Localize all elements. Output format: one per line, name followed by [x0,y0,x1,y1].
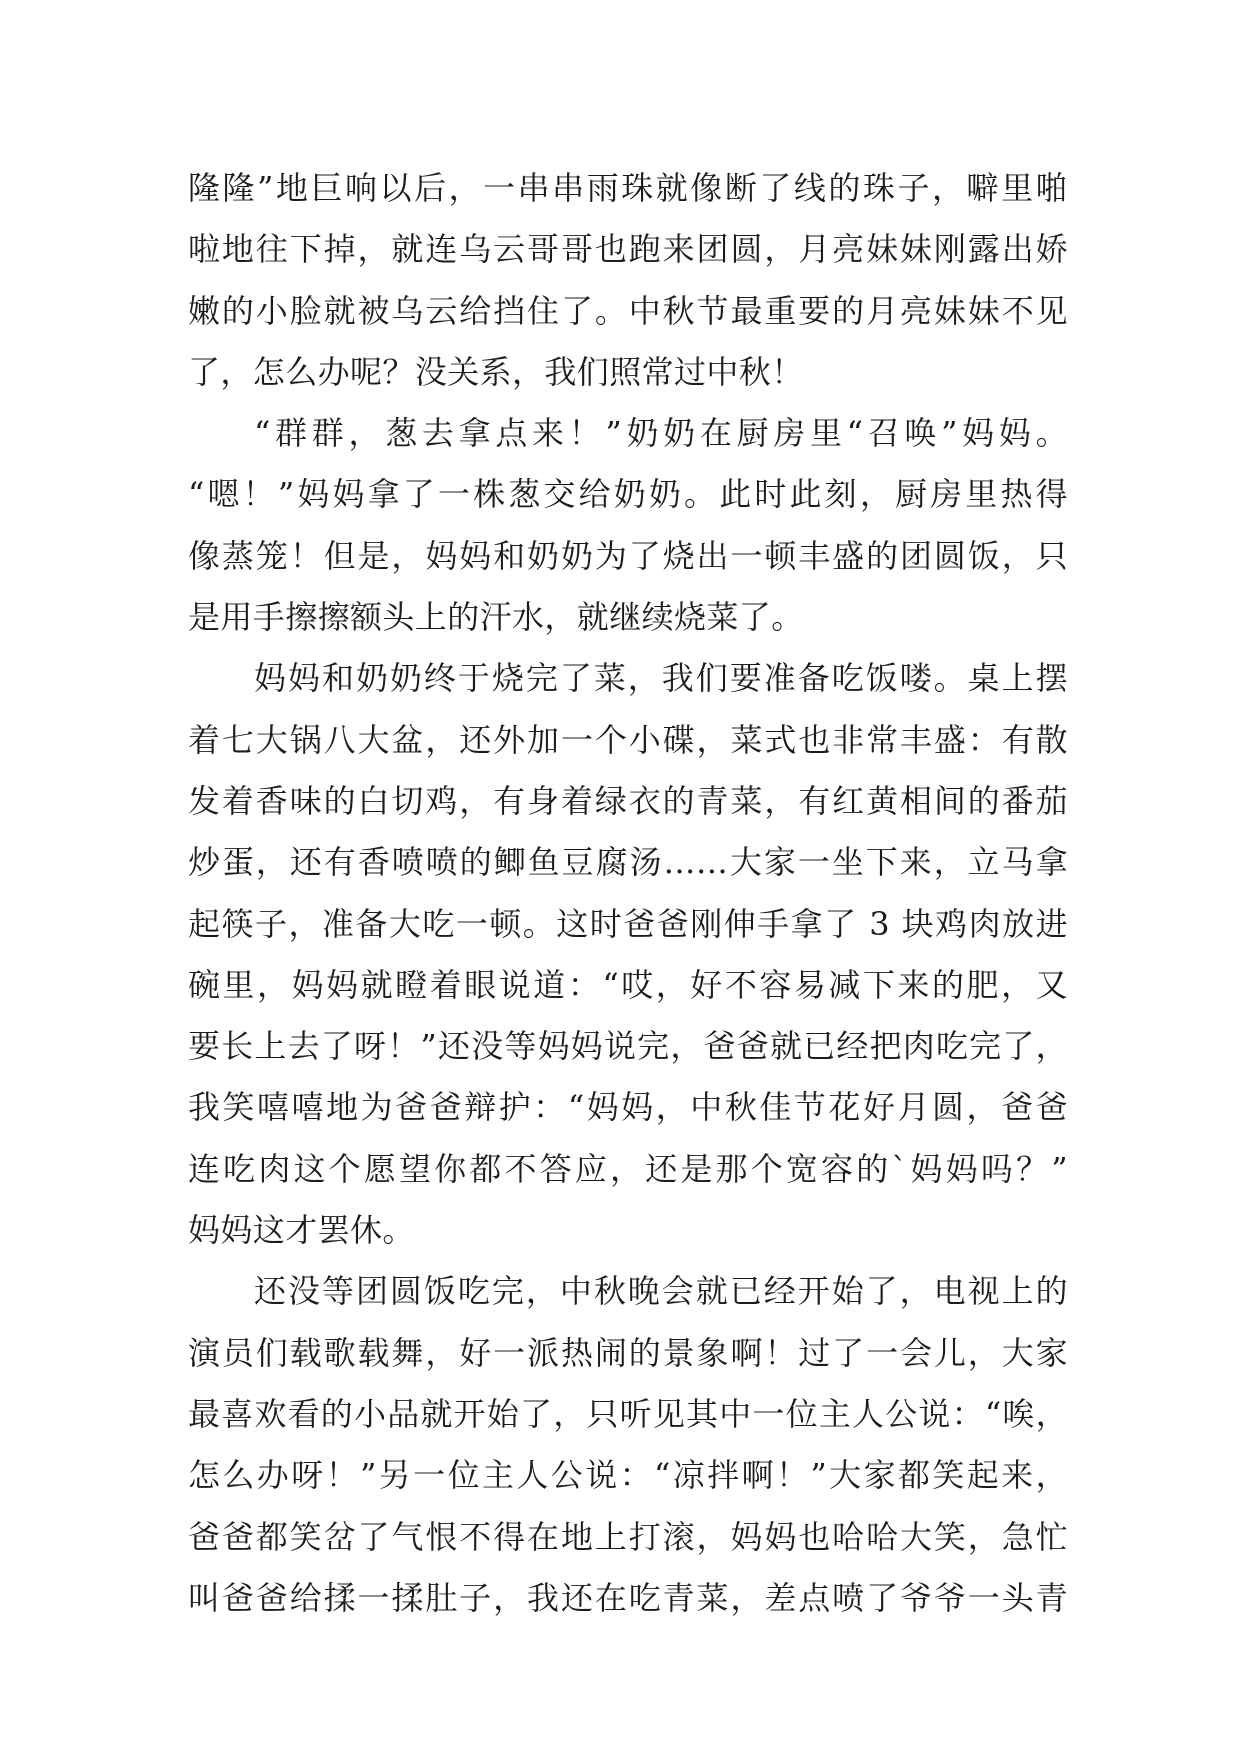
text-line: 着七大锅八大盆，还外加一个小碟，菜式也非常丰盛：有散 [188,720,1068,759]
text-line: 爸爸都笑岔了气恨不得在地上打滚，妈妈也哈哈大笑，急忙 [188,1517,1068,1556]
text-line: 隆隆”地巨响以后，一串串雨珠就像断了线的珠子，噼里啪 [188,169,1068,207]
paragraph-first-line: 还没等团圆饭吃完，中秋晚会就已经开始了，电视上的 [254,1272,1068,1311]
text-line: 叫爸爸给揉一揉肚子，我还在吃青菜，差点喷了爷爷一头青 [188,1578,1068,1617]
text-line: 嫩的小脸就被乌云给挡住了。中秋节最重要的月亮妹妹不见 [188,291,1068,330]
body-text [188,158,1068,1629]
text-line: 演员们载歌载舞，好一派热闹的景象啊！过了一会儿，大家 [188,1333,1068,1372]
text-line: 发着香味的白切鸡，有身着绿衣的青菜，有红黄相间的番茄 [188,781,1068,820]
text-line: 碗里，妈妈就瞪着眼说道：“哎，好不容易减下来的肥，又 [188,965,1068,1004]
text-line: 连吃肉这个愿望你都不答应，还是那个宽容的`妈妈吗？” [188,1149,1068,1188]
paragraph-first-line: 妈妈和奶奶终于烧完了菜，我们要准备吃饭喽。桌上摆 [254,659,1068,698]
text-line: 炒蛋，还有香喷喷的鲫鱼豆腐汤……大家一坐下来，立马拿 [188,843,1068,882]
text-line: 怎么办呀！”另一位主人公说：“凉拌啊！”大家都笑起来， [188,1456,1068,1495]
text-line: 啦地往下掉，就连乌云哥哥也跑来团圆，月亮妹妹刚露出娇 [188,230,1068,269]
text-line: 要长上去了呀！”还没等妈妈说完，爸爸就已经把肉吃完了， [188,1027,1068,1066]
paragraph-first-line: “群群，葱去拿点来！”奶奶在厨房里“召唤”妈妈。 [254,414,1068,453]
text-line: 妈妈这才罢休。 [188,1211,415,1250]
text-line: 我笑嘻嘻地为爸爸辩护：“妈妈，中秋佳节花好月圆，爸爸 [188,1088,1068,1127]
text-line: 了，怎么办呢？没关系，我们照常过中秋！ [188,352,804,391]
text-line: “嗯！”妈妈拿了一株葱交给奶奶。此时此刻，厨房里热得 [188,475,1068,514]
text-line: 像蒸笼！但是，妈妈和奶奶为了烧出一顿丰盛的团圆饭，只 [188,536,1068,575]
text-line: 最喜欢看的小品就开始了，只听见其中一位主人公说：“唉， [188,1394,1068,1433]
text-line: 是用手擦擦额头上的汗水，就继续烧菜了。 [188,598,804,637]
text-line: 起筷子，准备大吃一顿。这时爸爸刚伸手拿了 3 块鸡肉放进 [188,904,1068,943]
